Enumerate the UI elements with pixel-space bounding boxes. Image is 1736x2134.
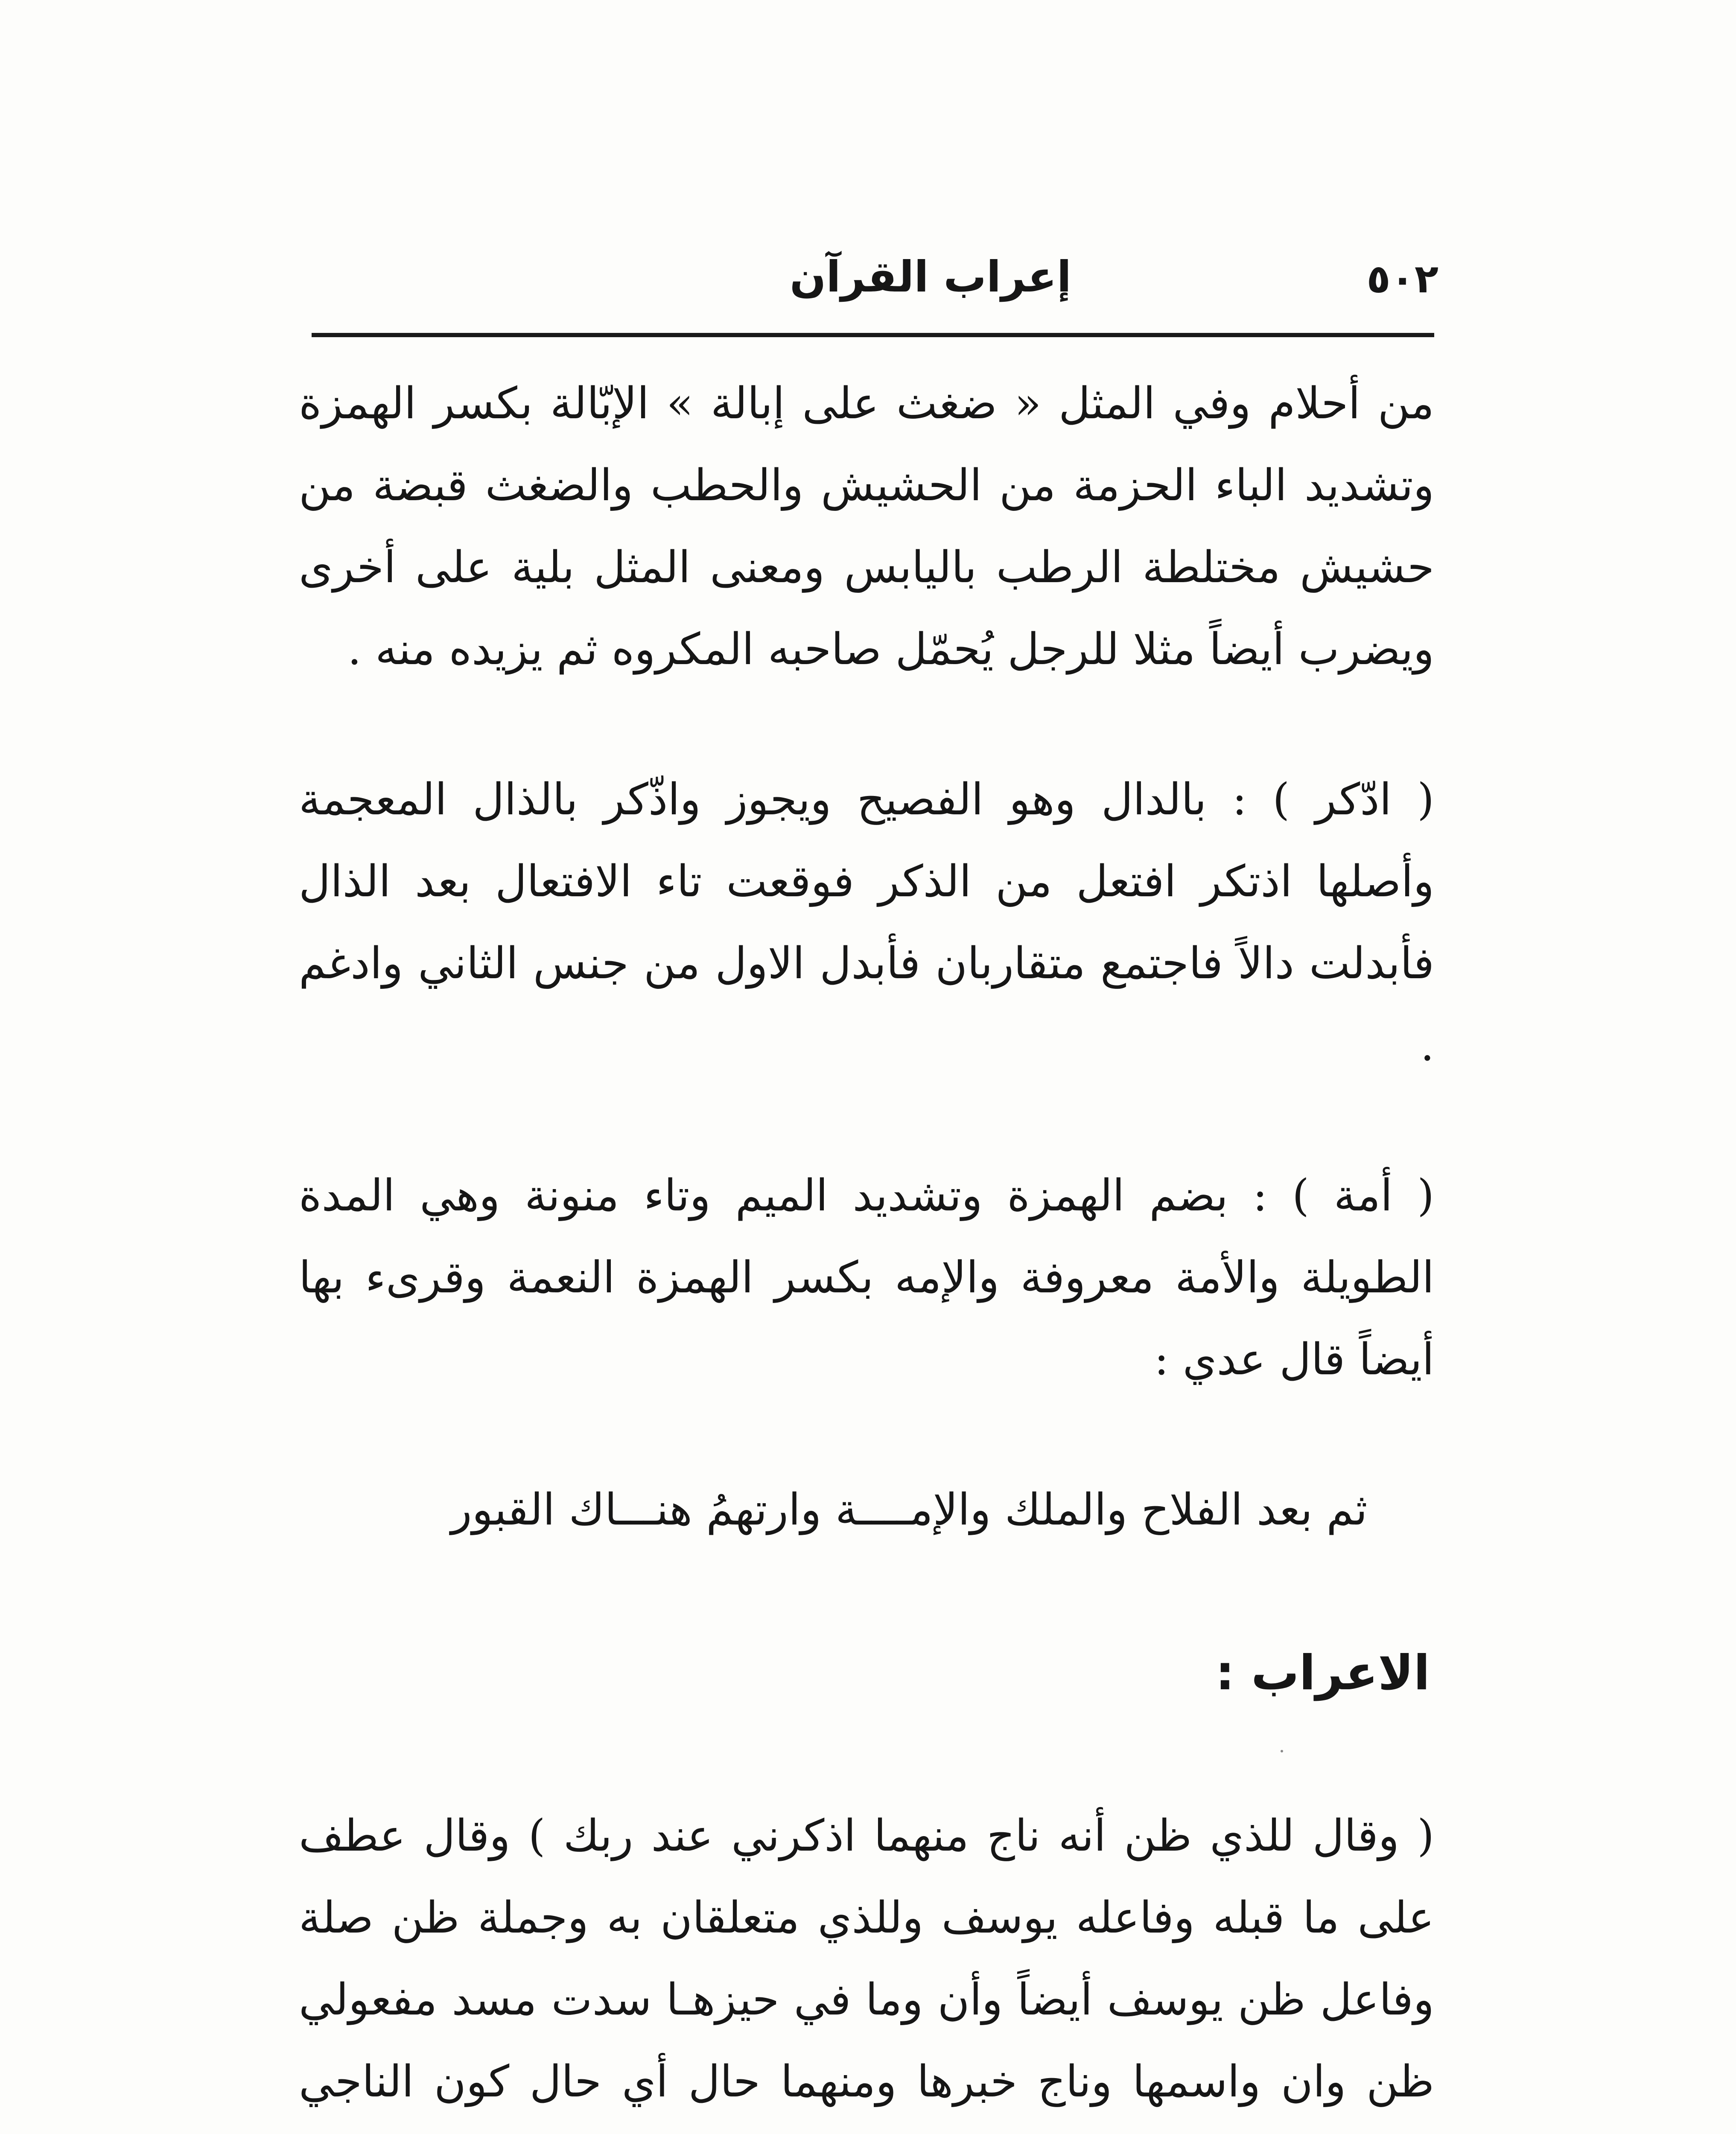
poetry-verse: ثم بعد الفلاح والملك والإمــــة وارتهمُ هنـــاك القبور bbox=[451, 1484, 1368, 1535]
page-number: ٥٠٢ bbox=[1366, 256, 1438, 302]
paragraph-umma: ( أمة ) : بضم الهمزة وتشديد الميم وتاء منونة وهي المدة الطويلة والأمة معروفة والإمه بكسر الهمزة النعمة وقرىء بها أيضاً قال عدي : bbox=[299, 1170, 1434, 1385]
running-title: إعراب القرآن bbox=[789, 252, 1071, 302]
paragraph-irab: ( وقال للذي ظن أنه ناج منهما اذكرني عند ربك ) وقال عطف على ما قبله وفاعله يوسف وللذي متعلقان به وجملة ظن صلة وفاعل ظن يوسف أيضاً وأن وما في حيزهـا سدت مسد مفعولي ظن وان واسمها وناج خبرها ومنهما حال أي حال كون الناجي bbox=[299, 1810, 1434, 2107]
section-heading-irab: الاعراب : bbox=[1215, 1645, 1430, 1701]
page-header bbox=[312, 239, 1438, 324]
header-rule bbox=[312, 333, 1434, 337]
paragraph-ibala: من أحلام وفي المثل « ضغث على إبالة » الإبّالة بكسر الهمزة وتشديد الباء الحزمة من الحشيش والحطب والضغث قبضة من حشيش مختلطة الرطب باليابس ومعنى المثل بلية على أخرى ويضرب أيضاً مثلا للرجل يُحمّل صاحبه المكروه ثم يزيده منه . bbox=[299, 378, 1434, 675]
main-text bbox=[299, 363, 1434, 2134]
paragraph-iddakar: ( ادّكر ) : بالدال وهو الفصيح ويجوز واذّكر بالذال المعجمة وأصلها اذتكر افتعل من الذكر فوقعت تاء الافتعال بعد الذال فأبدلت دالاً فاجتمع متقاربان فأبدل الاول من جنس الثاني وادغم . bbox=[299, 774, 1434, 1071]
scan-speck bbox=[1281, 1750, 1283, 1752]
